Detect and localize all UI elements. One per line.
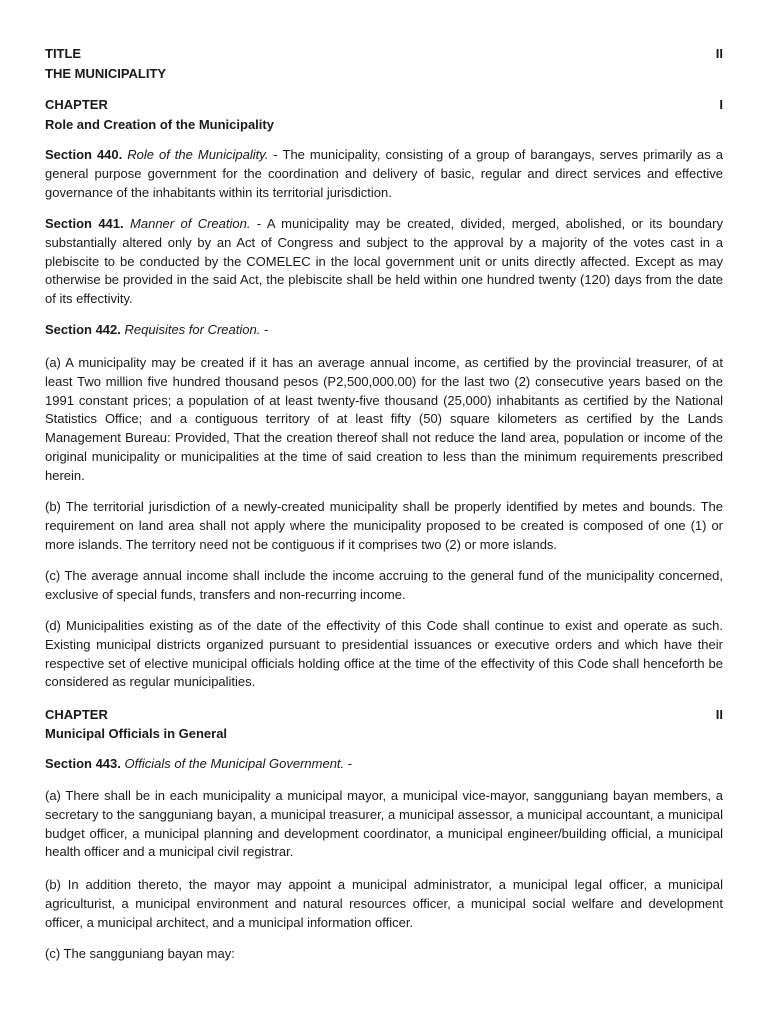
section-442-text: - — [260, 322, 269, 337]
section-443-number: Section 443. — [45, 756, 121, 771]
chapter-2-heading — [45, 707, 723, 723]
title-label: TITLE — [45, 46, 82, 61]
section-442-paragraph-c: (c) The average annual income shall include the income accruing to the general fund of the municipality concerned, exclusive of special funds, transfers and non-recurring income. — [45, 568, 723, 602]
section-440-number: Section 440. — [45, 147, 123, 162]
chapter-1-heading — [45, 97, 723, 113]
section-442-number: Section 442. — [45, 322, 121, 337]
chapter-1-name: Role and Creation of the Municipality — [45, 117, 274, 132]
section-443-paragraph-c: (c) The sangguniang bayan may: — [45, 946, 235, 961]
section-443-paragraph-b: (b) In addition thereto, the mayor may appoint a municipal administrator, a municipal legal officer, a municipal agriculturist, a municipal environment and natural resources officer, a municipal social welfare and development officer, a municipal architect, and a municipal information officer. — [45, 877, 723, 930]
section-443-paragraph-a: (a) There shall be in each municipality a municipal mayor, a municipal vice-mayor, sangguniang bayan members, a secretary to the sangguniang bayan, a municipal treasurer, a municipal assessor, a municipal accountant, a municipal budget officer, a municipal planning and development coordinator, a municipal engineer/building official, a municipal health officer and a municipal civil registrar. — [45, 788, 723, 860]
section-443-text: - — [344, 756, 353, 771]
title-name: THE MUNICIPALITY — [45, 66, 167, 81]
section-440-title: Role of the Municipality. — [127, 147, 269, 162]
section-441-number: Section 441. — [45, 216, 124, 231]
section-441-title: Manner of Creation. — [130, 216, 251, 231]
section-443-title: Officials of the Municipal Government. — [124, 756, 345, 771]
section-441 — [45, 215, 723, 309]
section-442 — [45, 321, 723, 340]
section-440 — [45, 146, 723, 202]
section-442-paragraph-a: (a) A municipality may be created if it has an average annual income, as certified by the provincial treasurer, of at least Two million five hundred thousand pesos (P2,500,000.00) for the last two (2) consecutive years based on the 1991 constant prices; a population of at least twenty-five thousand (25,000) inhabitants as certified by the National Statistics Office; and a contiguous territory of at least fifty (50) square kilometers as certified by the Lands Management Bureau: Provided, That the creation thereof shall not reduce the land area, population or income of the original municipality or municipalities at the time of said creation to less than the minimum requirements prescribed herein. — [45, 355, 723, 483]
section-442-paragraph-b: (b) The territorial jurisdiction of a newly-created municipality shall be properly identified by metes and bounds. The requirement on land area shall not apply where the municipality proposed to be created is composed of one (1) or more islands. The territory need not be contiguous if it comprises two (2) or more islands. — [45, 499, 723, 552]
chapter-1-numeral: I — [719, 97, 723, 112]
chapter-2-numeral: II — [715, 707, 723, 722]
section-440-text: - The municipality, consisting of a group of barangays, serves primarily as a general purpose government for the coordination and delivery of basic, regular and direct services and effective governance of the inhabitants within its territorial jurisdiction. — [45, 147, 723, 200]
chapter-1-label: CHAPTER — [45, 97, 108, 112]
section-443 — [45, 755, 723, 774]
section-442-title: Requisites for Creation. — [124, 322, 261, 337]
section-442-paragraph-d: (d) Municipalities existing as of the date of the effectivity of this Code shall continue to exist and operate as such. Existing municipal districts organized pursuant to presidential issuances or executive orders and which have their respective set of elective municipal officials holding office at the time of the effectivity of this Code shall henceforth be considered as regular municipalities. — [45, 618, 723, 690]
chapter-2-label: CHAPTER — [45, 707, 108, 722]
chapter-2-name: Municipal Officials in General — [45, 726, 228, 741]
section-441-text: - A municipality may be created, divided, merged, abolished, or its boundary substantially altered only by an Act of Congress and subject to the approval by a majority of the votes cast in a plebiscite to be conducted by the COMELEC in the local government unit or units directly affected. Except as may otherwise be provided in the said Act, the plebiscite shall be held within one hundred twenty (120) days from the date of its effectivity. — [45, 216, 723, 307]
title-numeral: II — [715, 46, 723, 61]
title-heading — [45, 46, 723, 62]
